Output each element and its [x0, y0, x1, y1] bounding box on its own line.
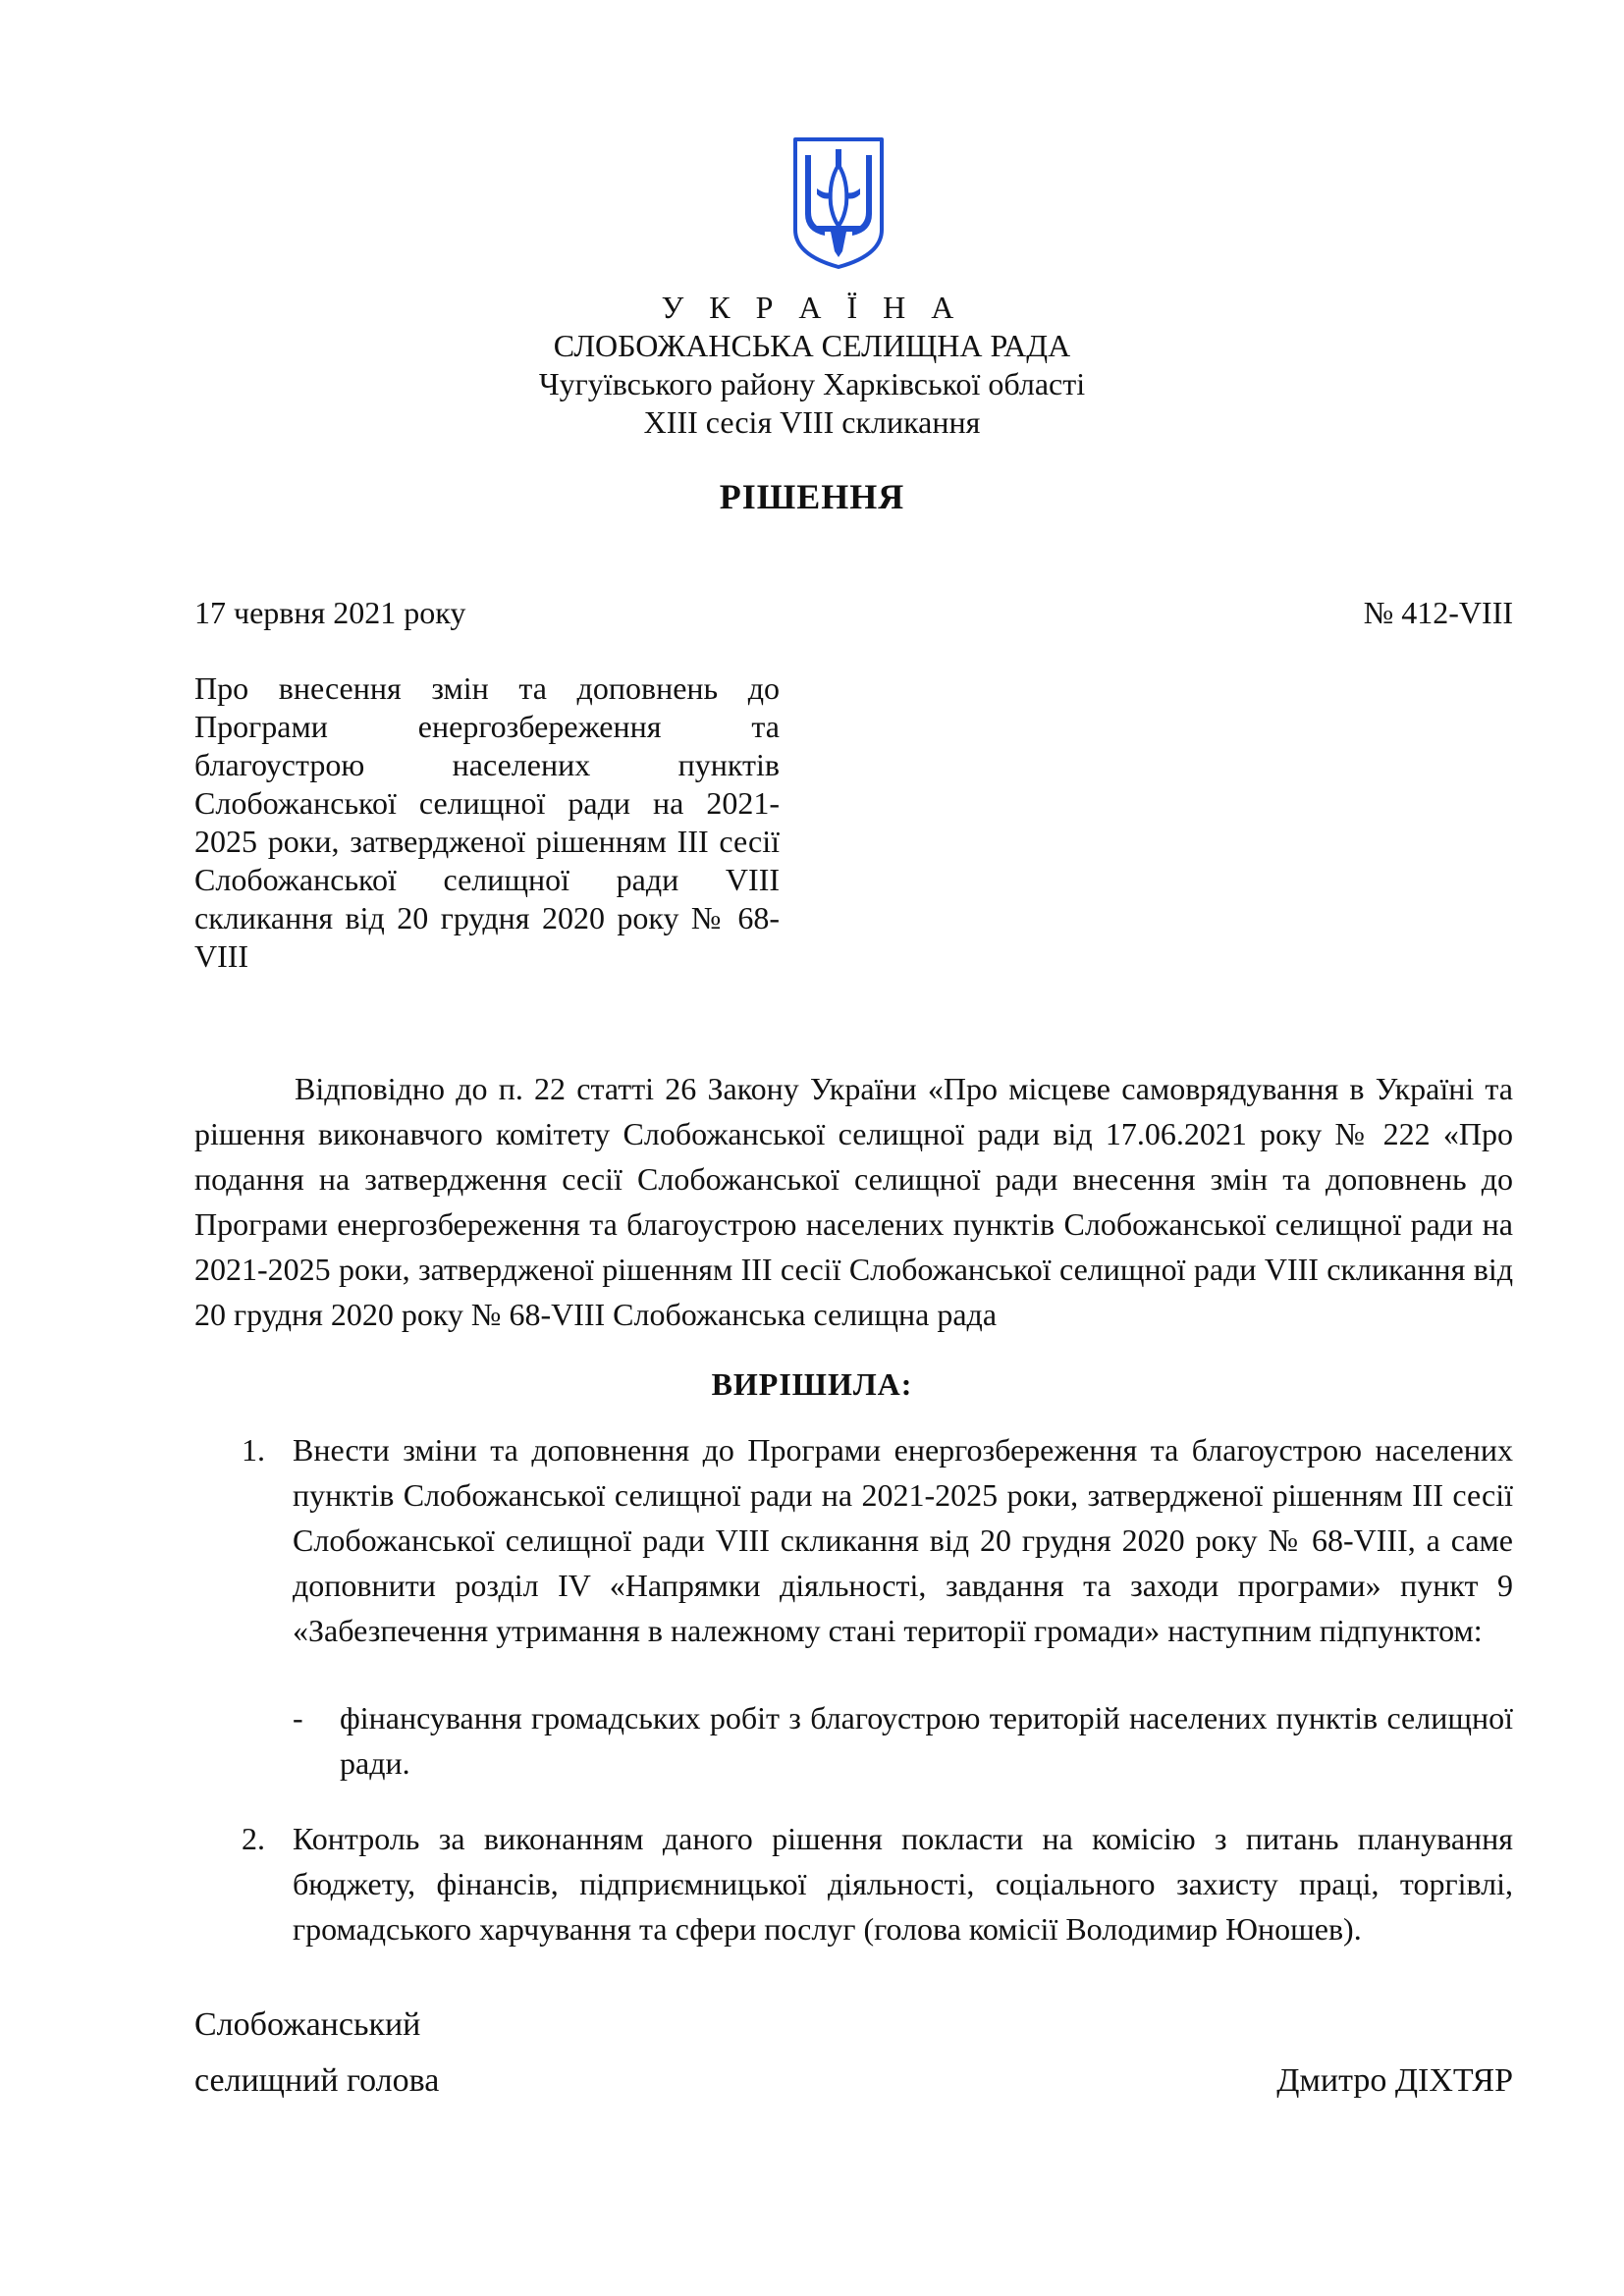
coat-of-arms-icon — [791, 135, 886, 271]
district-line: Чугуївського району Харківської області — [538, 366, 1086, 401]
list-item — [242, 1427, 1513, 1653]
sub-list-dash: - — [293, 1700, 303, 1735]
decision-number: № 412-VIII — [1363, 595, 1513, 630]
list-item-text: Внести зміни та доповнення до Програми енергозбереження та благоустрою населених пунктів Слобожанської селищної ради на 2021-2025 роки, затвердженої рішенням ІІІ сесії Слобожанської селищної ради VIII скликання від 20 грудня 2020 року № 68-VIII, а саме доповнити розділ IV «Напрямки діяльності, завдання та заходи програми» пункт 9 «Забезпечення утримання в належному стані території громади» наступним підпунктом: — [293, 1432, 1513, 1648]
signature-position-line: селищний голова — [194, 2062, 440, 2099]
signature-position-line: Слобожанський — [194, 2006, 421, 2043]
session-line: XIII сесія VIII скликання — [643, 404, 981, 440]
resolved-heading: ВИРІШИЛА: — [711, 1366, 913, 1402]
decision-date: 17 червня 2021 року — [194, 595, 466, 630]
document-type-title: РІШЕННЯ — [719, 477, 905, 516]
decision-subject: Про внесення змін та доповнень до Програми енергозбереження та благоустрою населених пунктів Слобожанської селищної ради на 2021-2025 роки, затвердженої рішенням ІІІ сесії Слобожанської селищної ради VIII скликання від 20 грудня 2020 року № 68-VIII — [194, 670, 780, 974]
list-item-number: 2. — [242, 1821, 265, 1856]
country-title: У К Р А Ї Н А — [661, 290, 963, 325]
list-item — [242, 1816, 1513, 1951]
list-item-text: Контроль за виконанням даного рішення покласти на комісію з питань планування бюджету, фінансів, підприємницької діяльності, соціального захисту праці, торгівлі, громадського харчування та сфери послуг (голова комісії Володимир Юношев). — [293, 1821, 1513, 1947]
list-item-number: 1. — [242, 1432, 265, 1468]
sub-list-text: фінансування громадських робіт з благоустрою територій населених пунктів селищної ради. — [340, 1700, 1513, 1781]
signer-name: Дмитро ДІХТЯР — [1276, 2062, 1513, 2099]
council-title: СЛОБОЖАНСЬКА СЕЛИЩНА РАДА — [553, 328, 1071, 363]
signature-position — [194, 1997, 439, 2109]
preamble-paragraph: Відповідно до п. 22 статті 26 Закону України «Про місцеве самоврядування в Україні та рішення виконавчого комітету Слобожанської селищної ради від 17.06.2021 року № 222 «Про подання на затвердження сесії Слобожанської селищної ради внесення змін та доповнень до Програми енергозбереження та благоустрою населених пунктів Слобожанської селищної ради на 2021-2025 роки, затвердженої рішенням ІІІ сесії Слобожанської селищної ради VIII скликання від 20 грудня 2020 року № 68-VIII Слобожанська селищна рада — [194, 1071, 1513, 1332]
sub-list-item — [293, 1695, 1513, 1786]
